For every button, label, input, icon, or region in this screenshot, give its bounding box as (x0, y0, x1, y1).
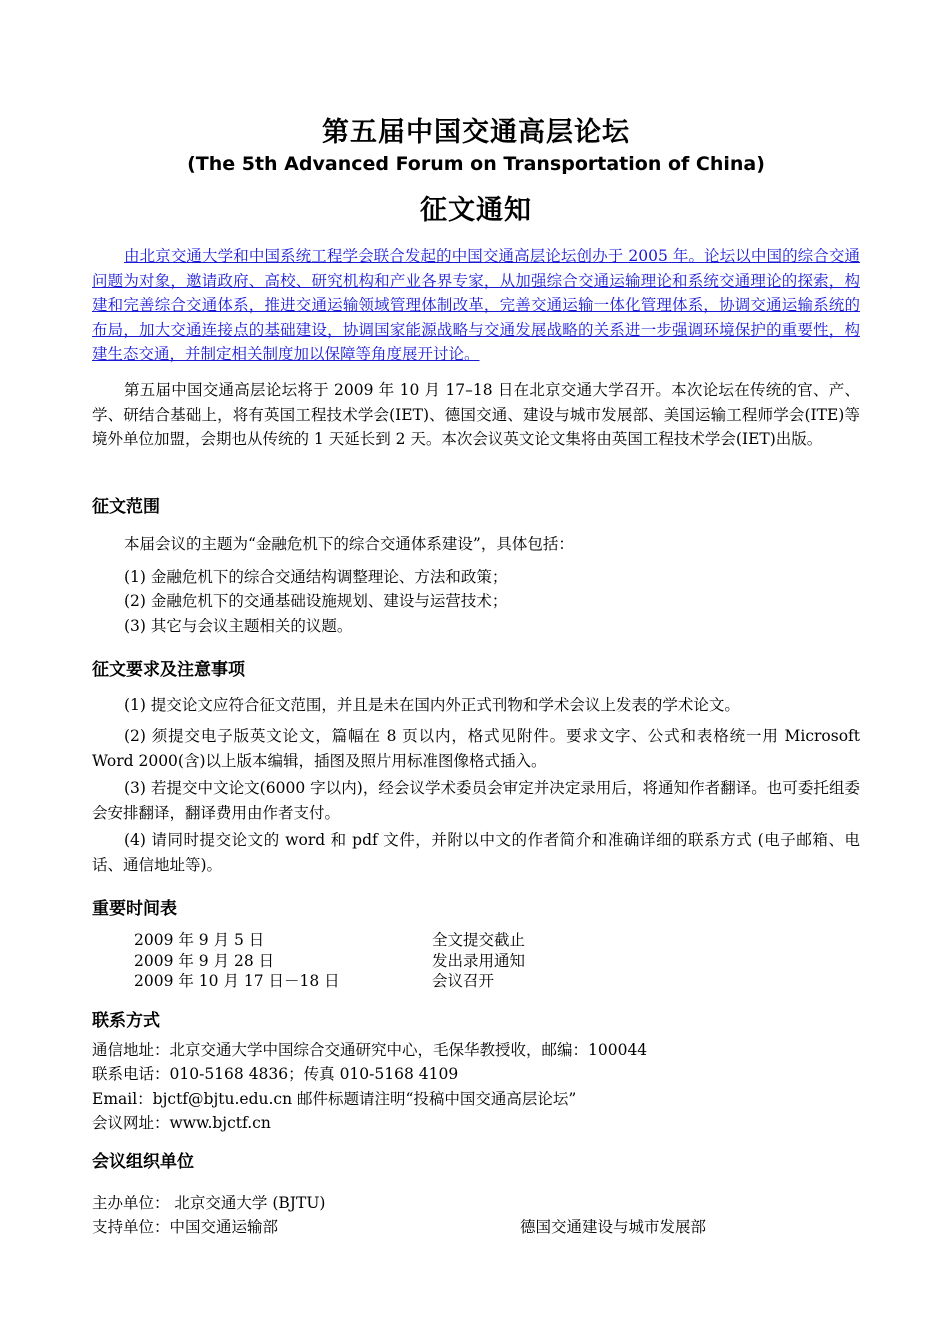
schedule-event: 全文提交截止 (432, 931, 526, 949)
scope-heading: 征文范围 (92, 497, 160, 517)
schedule-row (134, 930, 634, 951)
requirement-item-4: (4) 请同时提交论文的 word 和 pdf 文件，并附以中文的作者简介和准确详细的联系方式 (电子邮箱、电话、通信地址等)。 (92, 831, 860, 874)
host-organizer: 主办单位： 北京交通大学 (BJTU) (92, 1194, 326, 1212)
title-english: (The 5th Advanced Forum on Transportation of China) (187, 153, 765, 175)
supporting-organizer-right: 德国交通建设与城市发展部 (520, 1218, 707, 1236)
title-chinese: 第五届中国交通高层论坛 (322, 117, 630, 148)
contact-heading: 联系方式 (92, 1011, 160, 1031)
overview-paragraph: 第五届中国交通高层论坛将于 2009 年 10 月 17–18 日在北京交通大学召开。本次论坛在传统的官、产、学、研结合基础上，将有英国工程技术学会(IET)、德国交通、建设与城市发展部、美国运输工程师学会(ITE)等境外单位加盟，会期也从传统的 1 天延长到 2 天。本次会议英文论文集将由英国工程技术学会(IET)出版。 (92, 381, 860, 448)
requirement-item-2: (2) 须提交电子版英文论文，篇幅在 8 页以内，格式见附件。要求文字、公式和表格统一用 Microsoft Word 2000(含)以上版本编辑，插图及照片用标准图像格式插入。 (92, 727, 860, 770)
organizers-heading: 会议组织单位 (92, 1152, 194, 1172)
requirement-item-3: (3) 若提交中文论文(6000 字以内)，经会议学术委员会审定并决定录用后，将通知作者翻译。也可委托组委会安排翻译，翻译费用由作者支付。 (92, 779, 860, 822)
schedule-event: 会议召开 (432, 972, 495, 990)
schedule-date: 2009 年 9 月 5 日 (134, 931, 265, 949)
scope-item-1: (1) 金融危机下的综合交通结构调整理论、方法和政策； (124, 568, 508, 586)
schedule-table (134, 930, 634, 992)
title-notice: 征文通知 (420, 195, 532, 226)
requirement-item-1: (1) 提交论文应符合征文范围，并且是未在国内外正式刊物和学术会议上发表的学术论文。 (124, 696, 740, 714)
schedule-date: 2009 年 10 月 17 日－18 日 (134, 972, 340, 990)
scope-item-2: (2) 金融危机下的交通基础设施规划、建设与运营技术； (124, 592, 508, 610)
scope-item-3: (3) 其它与会议主题相关的议题。 (124, 617, 353, 635)
schedule-row (134, 951, 634, 972)
intro-link-paragraph[interactable]: 由北京交通大学和中国系统工程学会联合发起的中国交通高层论坛创办于 2005 年。论坛以中国的综合交通问题为对象，邀请政府、高校、研究机构和产业各界专家，从加强综合交通运输理论和系统交通理论的探索，构建和完善综合交通体系，推进交通运输领域管理体制改革，完善交通运输一体化管理体系，协调交通运输系统的布局，加大交通连接点的基础建设，协调国家能源战略与交通发展战略的关系进一步强调环境保护的重要性，构建生态交通，并制定相关制度加以保障等角度展开讨论。 (92, 247, 860, 363)
requirements-heading: 征文要求及注意事项 (92, 660, 245, 680)
schedule-heading: 重要时间表 (92, 899, 177, 919)
schedule-row (134, 971, 634, 992)
scope-lead: 本届会议的主题为“金融危机下的综合交通体系建设”，具体包括： (124, 535, 574, 553)
schedule-event: 发出录用通知 (432, 951, 526, 970)
contact-phone: 联系电话：010-5168 4836；传真 010-5168 4109 (92, 1065, 459, 1083)
schedule-date: 2009 年 9 月 28 日 (134, 951, 275, 970)
contact-email[interactable]: Email：bjctf@bjtu.edu.cn 邮件标题请注明“投稿中国交通高层论坛” (92, 1090, 577, 1108)
contact-website[interactable]: 会议网址：www.bjctf.cn (92, 1114, 271, 1132)
supporting-organizer-left: 支持单位：中国交通运输部 (92, 1218, 279, 1236)
contact-address: 通信地址：北京交通大学中国综合交通研究中心，毛保华教授收，邮编：100044 (92, 1041, 648, 1059)
